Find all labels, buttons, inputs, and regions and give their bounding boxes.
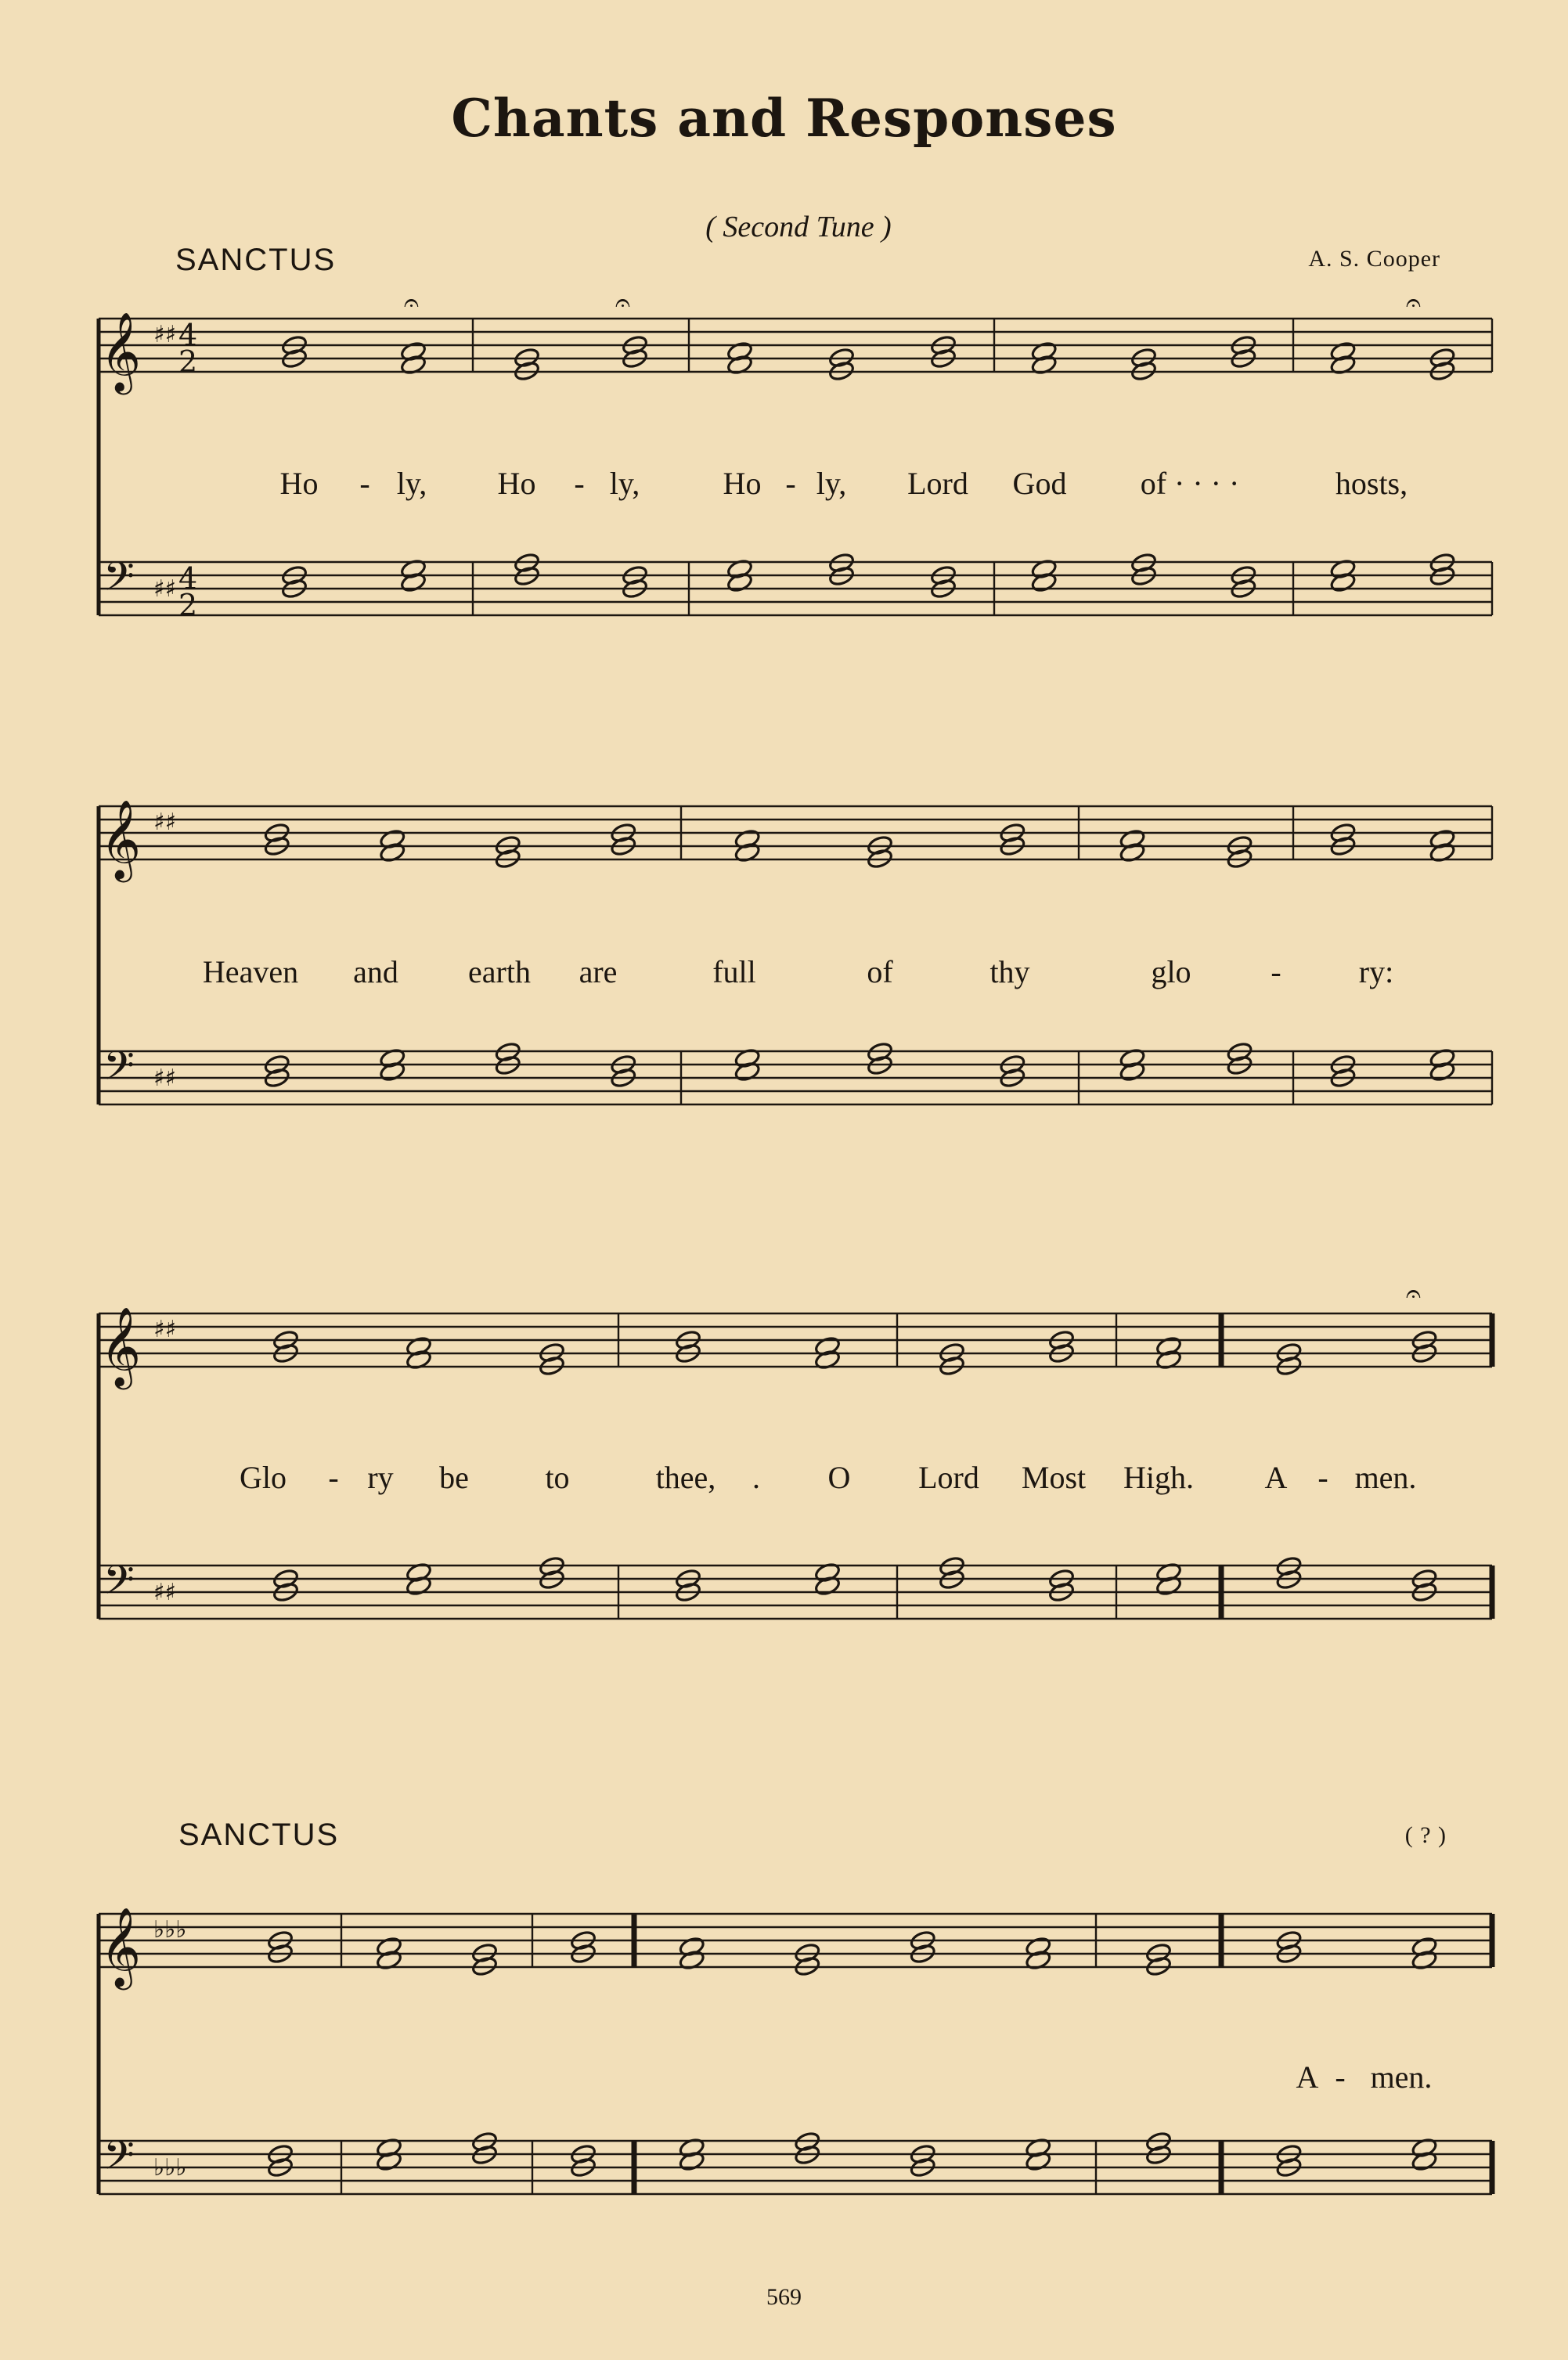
- lyric-syllable: and: [353, 954, 398, 989]
- bass-clef-icon: 𝄢: [103, 1556, 135, 1613]
- key-signature-icon: ♭♭♭: [153, 1916, 187, 1944]
- lyric-syllable: to: [545, 1460, 570, 1495]
- treble-clef-icon: 𝄞: [100, 1306, 142, 1386]
- lyric-syllable: Most: [1021, 1460, 1087, 1495]
- time-signature-icon: 4: [178, 561, 198, 596]
- time-signature-icon: 2: [178, 588, 198, 622]
- treble-clef-icon: 𝄞: [100, 1906, 142, 1987]
- notes: [100, 287, 1456, 2189]
- key-signature-icon: ♯♯: [153, 809, 177, 836]
- time-signature-icon: 4: [178, 318, 198, 352]
- lyric-syllable: glo: [1151, 954, 1191, 989]
- piece-1-heading: SANCTUS: [175, 243, 337, 277]
- key-signature-icon: ♭♭♭: [153, 2154, 187, 2182]
- fermata-icon: 𝄐: [404, 287, 419, 319]
- lyric-syllable: men.: [1354, 1460, 1417, 1495]
- page-title: Chants and Responses: [451, 88, 1117, 149]
- bass-clef-icon: 𝄢: [103, 553, 135, 610]
- lyric-syllable: of · · · ·: [1140, 466, 1240, 501]
- lyric-syllable: are: [579, 954, 618, 989]
- lyric-syllable: earth: [468, 954, 531, 989]
- lyric-syllable: -: [359, 466, 370, 501]
- lyric-syllable: Lord: [918, 1460, 979, 1495]
- lyric-syllable: -: [1271, 954, 1281, 989]
- lyric-syllable: Ho: [723, 466, 762, 501]
- lyric-syllable: ly,: [396, 466, 427, 501]
- lyric-syllable: God: [1012, 466, 1067, 501]
- staves: [99, 319, 1492, 2194]
- key-signature-icon: ♯♯: [153, 575, 177, 603]
- fermata-icon: 𝄐: [1406, 287, 1421, 319]
- treble-clef-icon: 𝄞: [100, 798, 142, 879]
- treble-clef-icon: 𝄞: [100, 311, 142, 391]
- lyric-syllable: Glo: [240, 1460, 287, 1495]
- lyric-syllable: A: [1296, 2059, 1319, 2095]
- lyric-syllable: A: [1264, 1460, 1288, 1495]
- time-signature-icon: 2: [178, 344, 198, 379]
- key-signature-icon: ♯♯: [153, 1579, 177, 1606]
- lyric-syllable: Ho: [279, 466, 319, 501]
- lyric-syllable: -: [785, 466, 796, 501]
- lyric-syllable: -: [1335, 2059, 1346, 2095]
- lyric-syllable: full: [712, 954, 756, 989]
- tune-note: ( Second Tune ): [705, 211, 892, 243]
- lyric-syllable: be: [439, 1460, 469, 1495]
- lyric-syllable: Ho: [497, 466, 536, 501]
- lyric-syllable: ly,: [609, 466, 640, 501]
- fermata-icon: 𝄐: [1406, 1278, 1421, 1310]
- page-number: 569: [766, 2284, 802, 2310]
- key-signature-icon: ♯♯: [153, 321, 177, 348]
- key-signature-icon: ♯♯: [153, 1316, 177, 1343]
- bass-clef-icon: 𝄢: [103, 1042, 135, 1099]
- lyric-syllable: thy: [989, 954, 1030, 989]
- lyric-syllable: thee,: [655, 1460, 716, 1495]
- piece-2-heading: SANCTUS: [178, 1818, 340, 1852]
- lyric-syllable: O: [827, 1460, 851, 1495]
- lyric-syllable: of: [867, 954, 893, 989]
- lyric-syllable: High.: [1123, 1460, 1194, 1495]
- lyric-syllable: -: [574, 466, 585, 501]
- piece-2-composer: ( ? ): [1404, 1822, 1447, 1848]
- bass-clef-icon: 𝄢: [103, 2131, 135, 2189]
- lyric-syllable: .: [752, 1460, 760, 1495]
- lyric-syllable: ry: [367, 1460, 394, 1495]
- lyric-syllable: -: [1317, 1460, 1328, 1495]
- lyric-syllable: men.: [1370, 2059, 1433, 2095]
- piece-1-composer: A. S. Cooper: [1308, 246, 1440, 272]
- lyric-syllable: Heaven: [202, 954, 299, 989]
- lyric-syllable: ry:: [1358, 954, 1394, 989]
- lyric-syllable: ly,: [816, 466, 847, 501]
- fermata-icon: 𝄐: [615, 287, 630, 319]
- lyric-syllable: -: [328, 1460, 339, 1495]
- key-signature-icon: ♯♯: [153, 1065, 177, 1092]
- lyric-syllable: Lord: [907, 466, 968, 501]
- lyric-syllable: hosts,: [1335, 466, 1408, 501]
